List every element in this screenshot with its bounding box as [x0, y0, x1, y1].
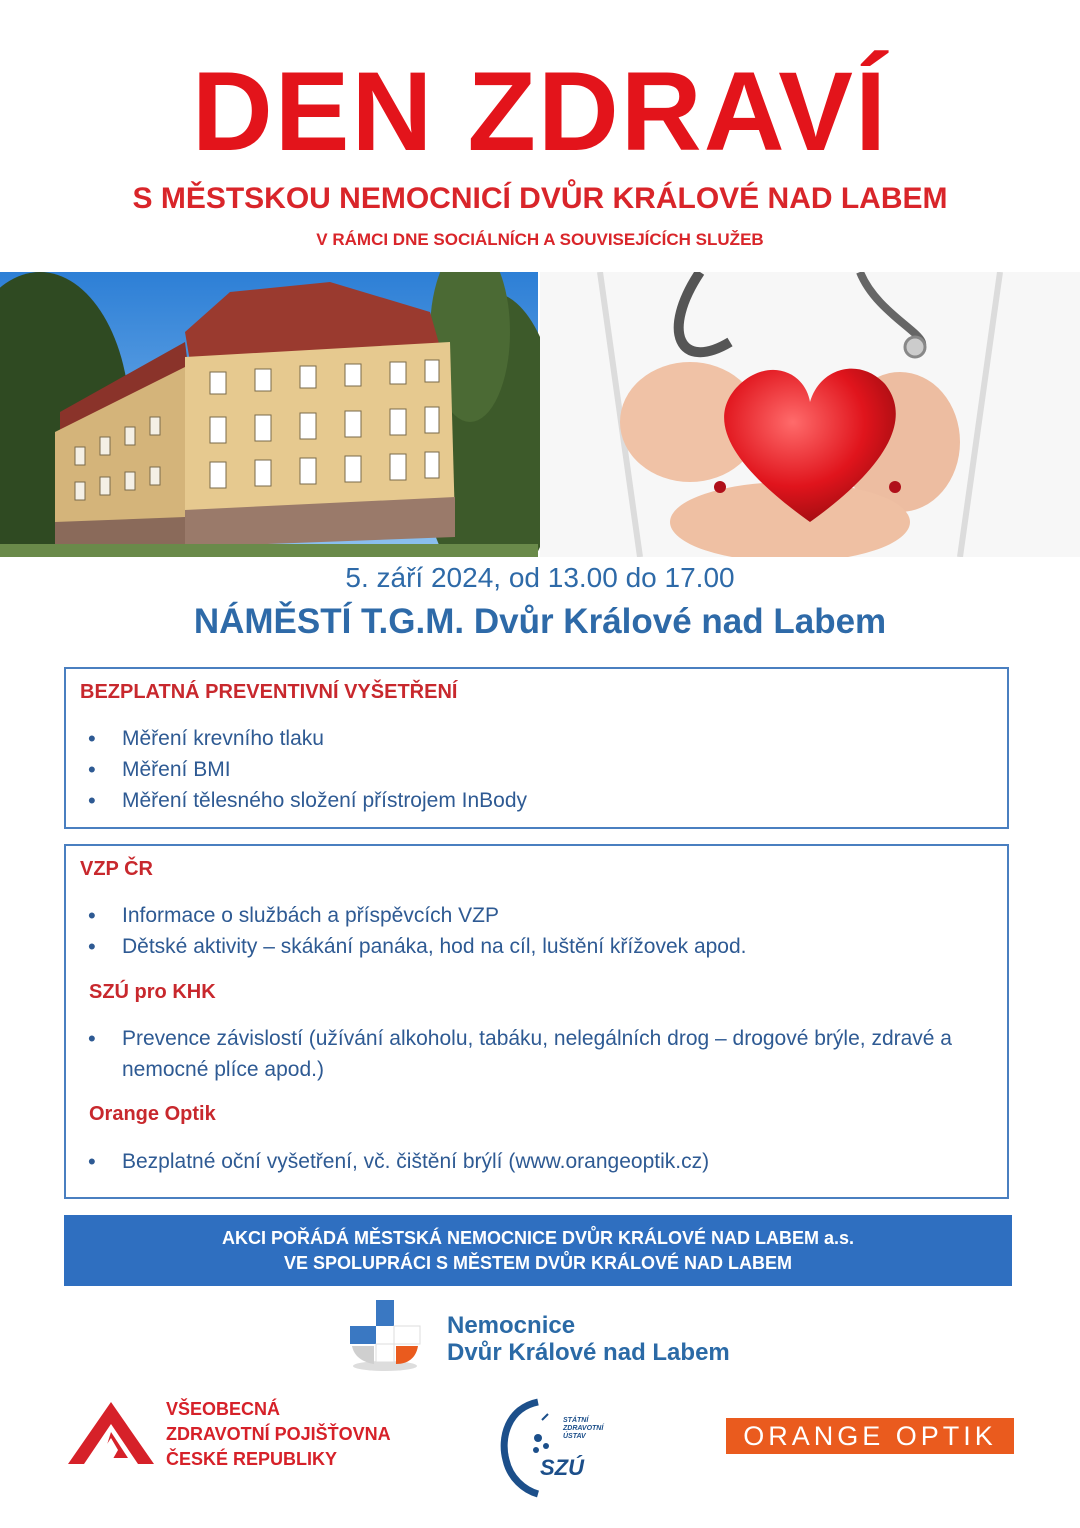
- section-heading-vzp: VZP ČR: [80, 858, 153, 880]
- list-item: • Informace o službách a příspěvcích VZP: [88, 903, 500, 928]
- organizer-banner: [64, 1215, 1012, 1286]
- section-heading-orange-optik: Orange Optik: [89, 1103, 216, 1125]
- szu-logo-icon: [498, 1398, 558, 1498]
- vzp-logo-text: VŠEOBECNÁ ZDRAVOTNÍ POJIŠŤOVNA ČESKÉ REPUBLIKY: [166, 1399, 391, 1469]
- event-place: NÁMĚSTÍ T.G.M. Dvůr Králové nad Labem: [193, 602, 887, 641]
- partners-box: [64, 844, 1009, 1199]
- list-item: • Bezplatné oční vyšetření, vč. čištění brýlí (www.orangeoptik.cz): [88, 1149, 710, 1174]
- event-date: 5. září 2024, od 13.00 do 17.00: [345, 562, 735, 593]
- box-heading: BEZPLATNÁ PREVENTIVNÍ VYŠETŘENÍ: [80, 681, 458, 703]
- list-item: • Prevence závislostí (užívání alkoholu, tabáku, nelegálních drog – drogové brýle, zdravé a: [88, 1026, 952, 1051]
- szu-logo-text: SZÚ: [540, 1455, 584, 1480]
- section-heading-szu: SZÚ pro KHK: [89, 981, 216, 1003]
- free-exams-box: [64, 667, 1009, 829]
- list-item: • Dětské aktivity – skákání panáka, hod na cíl, luštění křížovek apod.: [88, 934, 747, 959]
- hospital-cross-logo-icon: [346, 1296, 424, 1374]
- list-item: • Měření tělesného složení přístrojem InBody: [88, 788, 528, 813]
- photo-banner: [0, 272, 1080, 557]
- list-item: • Měření krevního tlaku: [88, 726, 324, 751]
- list-item-continuation: nemocné plíce apod.): [122, 1058, 324, 1081]
- hospital-building-photo: [0, 272, 560, 557]
- doctor-holding-heart-photo: [540, 272, 1080, 557]
- list-item: • Měření BMI: [88, 757, 231, 782]
- szu-logo-subtext: STÁTNÍ ZDRAVOTNÍ ÚSTAV: [563, 1417, 604, 1440]
- vzp-logo-icon: [66, 1400, 156, 1466]
- subtitle: S MĚSTSKOU NEMOCNICÍ DVŮR KRÁLOVÉ NAD LABEM: [132, 182, 948, 215]
- page-title: DEN ZDRAVÍ: [191, 49, 889, 174]
- orange-optik-logo: ORANGE OPTIK: [726, 1418, 1014, 1454]
- banner-line-2: VE SPOLUPRÁCI S MĚSTEM DVŮR KRÁLOVÉ NAD LABEM: [283, 1253, 793, 1273]
- banner-line-1: AKCI POŘÁDÁ MĚSTSKÁ NEMOCNICE DVŮR KRÁLOVÉ NAD LABEM a.s.: [221, 1228, 855, 1248]
- subtitle-secondary: V RÁMCI DNE SOCIÁLNÍCH A SOUVISEJÍCÍCH SLUŽEB: [316, 230, 764, 249]
- hospital-logo-text: Nemocnice Dvůr Králové nad Labem: [447, 1312, 730, 1366]
